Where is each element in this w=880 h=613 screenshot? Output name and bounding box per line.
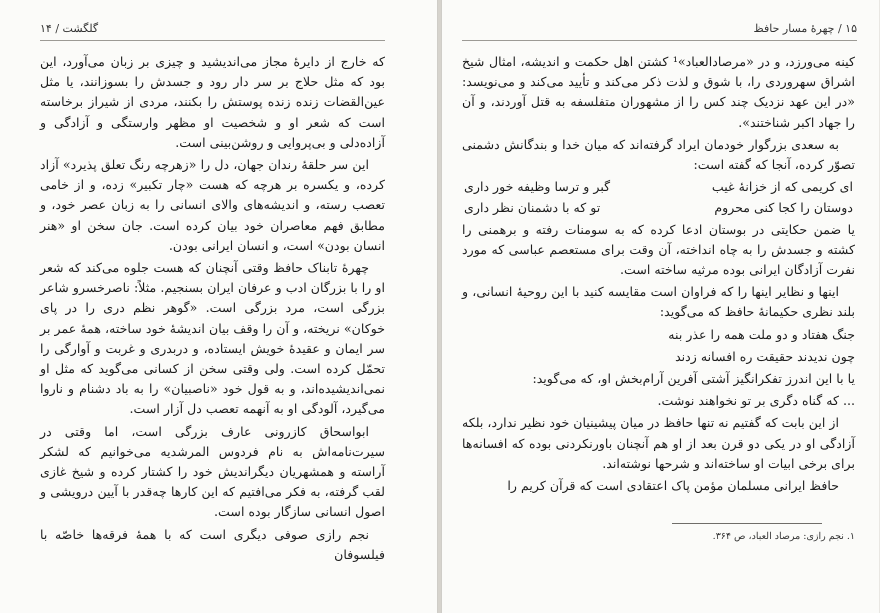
verse-line — [462, 177, 855, 197]
page-body — [40, 52, 385, 567]
paragraph: کینه می‌ورزد، و در «مرصادالعباد»¹ کشتن اهل حکمت و اندیشه، امثال شیخ اشراق سهروردی را، با شوق و لذت ذکر می‌کند و تأیید می‌کند و می‌نویسد: «در این عهد نزدیک چند کس را از مشهوران متفلسفه به قتل آوردند، و آن را جهاد اکبر شناختند». — [462, 54, 855, 130]
verse-line: جنگ هفتاد و دو ملت همه را عذر بنه — [668, 326, 855, 342]
paragraph: یا با این اندرز تفکرانگیز آشتی آفرین آرام‌بخش او، که می‌گوید: — [532, 371, 855, 387]
paragraph: حافظ ایرانی مسلمان مؤمن پاک اعتقادی است که قرآن کریم را — [507, 478, 839, 494]
paragraph: که خارج از دایرهٔ مجاز می‌اندیشید و چیزی بر زبان می‌آورد، این بود که مثل حلاج بر سر دار رود و جسدش را بسوزانند، یا مثل عین‌القضات زنده زنده پوستش را بکنند، مردی از شیراز برخاسته است که شعر او و شخصیت او مظهر وارستگی و آزادگی و آزاده‌دلی و بی‌پروایی و روشن‌بینی است. — [40, 54, 385, 150]
page-body — [462, 52, 855, 498]
header-rule — [40, 40, 385, 41]
paragraph: نجم رازی صوفی دیگری است که با همهٔ فرقه‌ها خاصّه با فیلسوفان — [40, 526, 385, 562]
paragraph: به سعدی بزرگوار خودمان ایراد گرفته‌اند که میان خدا و بندگانش دشمنی تصوّر کرده، آنجا که گفته است: — [462, 136, 855, 173]
paragraph: ابواسحاق کازرونی عارف بزرگی است، اما وقتی در سیرت‌نامه‌اش به نام فردوس المرشدیه می‌خوانیم که لشکر آراسته و همشهریان دیگراندیش خود را کشتار کرده و شیخ غازی لقب گرفته، به فکر می‌افتیم که این کارها چه‌قدر با آیین درویشی و اصول انسانی سازگار بوده است. — [40, 423, 385, 520]
left-page — [0, 0, 438, 613]
right-page — [441, 0, 879, 613]
verse-line: چون ندیدند حقیقت ره افسانه زدند — [675, 348, 855, 364]
hemistich: گبر و ترسا وظیفه خور داری — [464, 179, 611, 195]
hemistich: تو که با دشمنان نظر داری — [464, 200, 601, 216]
hemistich: دوستان را کجا کنی محروم — [714, 200, 853, 216]
verse-line — [462, 198, 855, 218]
paragraph: از این بابت که گفتیم نه تنها حافظ در میان پیشینیان خود نظیر ندارد، بلکه آزادگی او در یکی دو قرن بعد از او هم آنچنان باورنکردنی بوده که افسانه‌ها برای برخی ابیات او ساخته‌اند و شرحها نوشته‌اند. — [462, 415, 855, 471]
paragraph: اینها و نظایر اینها را که فراوان است مقایسه کنید با این روحیهٔ انسانی، و بلند نظری حکیمانهٔ حافظ که می‌گوید: — [462, 284, 855, 320]
paragraph: چهرهٔ تابناک حافظ وقتی آنچنان که هست جلوه می‌کند که شعر او را با بزرگان ادب و عرفان ایران بسنجیم. مثلاً: ناصرخسرو شاعر بزرگی است، مرد بزرگی است. «گوهر نظم دری را در پای خوکان» نریخته، و آن را وقف بیان اندیشهٔ خود ساخته، همهٔ عمر بر سر ایمان و عقیدهٔ خویش ایستاده، و دربدری و غربت و آوارگی را تحمّل کرده است. ولی وقتی سخن از کسانی می‌گوید که مثل او نمی‌اندیشیده‌اند، و به قول خود «ناصبیان» را به باد دشنام و ناروا می‌گیرد، آلودگی او به آنهمه تعصب دل آزار است. — [40, 260, 385, 417]
running-head: گلگشت / ۱۴ — [40, 22, 99, 35]
quote-line: ... که گناه دگری بر تو نخواهند نوشت. — [657, 393, 855, 409]
footnote: ۱. نجم رازی: مرصاد العباد، ص ۳۶۴. — [712, 531, 855, 542]
paragraph: یا ضمن حکایتی در بوستان ادعا کرده که به سومنات رفته و برهمنی را کشته و جسدش را به چاه انداخته، آن وقت برای مستعصم عباسی که مورد نفرت آزادگان ایرانی بوده مرثیه ساخته است. — [462, 221, 855, 278]
footnote-rule — [672, 523, 822, 524]
running-head: ۱۵ / چهرهٔ مسار حافظ — [753, 22, 857, 35]
paragraph: این سر حلقهٔ رندان جهان، دل را «زهرچه رنگ تعلق پذیرد» آزاد کرده، و یکسره بر هرچه که هست «چار تکبیر» زده، و از خامی تعصب رسته، و اندیشه‌های والای انسانی را به زبان عصر خود، و مطابق فهم معاصران خود بیان کرده است. جان سخن او «هنر انسان بودن» است، و انسان ایرانی بودن. — [40, 157, 385, 253]
hemistich: ای کریمی که از خزانهٔ غیب — [711, 179, 853, 195]
header-rule — [462, 40, 857, 41]
